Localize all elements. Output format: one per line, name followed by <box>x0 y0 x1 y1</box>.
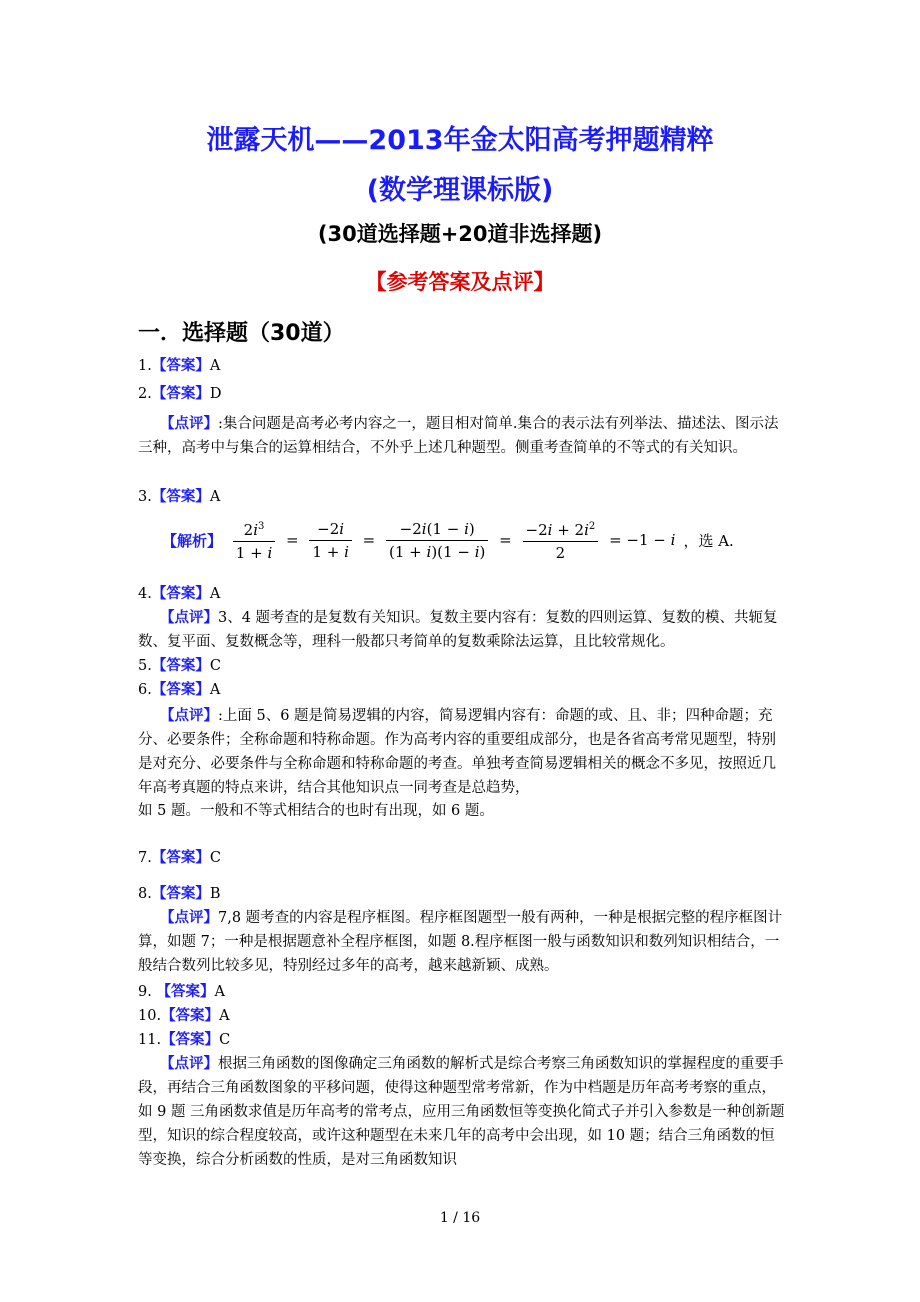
comment-text: :集合问题是高考必考内容之一，题目相对简单.集合的表示法有列举法、描述法、图示法三种，高考中与集合的运算相结合，不外乎上述几种题型。侧重考查简单的不等式的有关知识。 <box>138 416 779 456</box>
answer-value: C <box>219 1032 231 1048</box>
solution-tag: 【解析】 <box>162 531 223 550</box>
answer-value: A <box>209 586 221 602</box>
answer-number: 9. <box>138 984 152 1000</box>
answer-tag: 【答案】 <box>151 358 210 374</box>
answer-value: D <box>209 386 222 402</box>
document-title: 泄露天机——2013年金太阳高考押题精粹 <box>206 125 714 156</box>
comment-text: :上面 5、6 题是简易逻辑的内容，简易逻辑内容有：命题的或、且、非；四种命题；充分、必要条件；全称命题和特称命题。作为高考内容的重要组成部分，也是各省高考常见题型，特别是对充分、必要条件与全称命题和特称命题的考查。单独考查简易逻辑相关的概念不多见，按照近几年高考真题的特点来讲，结合其他知识点一同考查是总趋势， <box>138 708 776 796</box>
answer-value: C <box>209 850 221 866</box>
answer-number: 11. <box>138 1032 162 1048</box>
answer-value: A <box>209 489 221 505</box>
comment-text: 根据三角函数的图像确定三角函数的解析式是综合考察三角函数知识的掌握程度的重要手段，再结合三角函数图象的平移问题，使得这种题型常考常新，作为中档题是历年高考考察的重点，如 9 题 三角函数求值是历年高考的常考点，应用三角函数恒等变换化简式子并引入参数是一种创新题型，知识的综合程度较高，或许这种题型在未来几年的高考中会出现，如 10 题；结合三角函数的恒等变换，综合分析函数的性质，是对三角函数知识 <box>138 1056 785 1168</box>
comment-tag: 【点评】 <box>160 610 218 626</box>
answer-value: A <box>214 984 225 1000</box>
answer-tag: 【答案】 <box>151 489 210 505</box>
comment-tag: 【点评】 <box>160 416 218 432</box>
answer-number: 10. <box>138 1008 162 1024</box>
comment-11 <box>138 1052 785 1172</box>
answer-number: 5. <box>138 658 152 674</box>
answer-tag: 【答案】 <box>151 658 210 674</box>
comment-4 <box>138 606 785 654</box>
solution-formula: 【解析】 $\frac{2i^3}{1 + i}$ = $\frac{-2i}{1 + i}$ = $\frac{-2i(1 - i)}{(1 + i)(1 - i)}$ = $\frac{-2i + 2i^2}{2}$ = −1 − i ，选 A. <box>158 516 738 564</box>
answer-5 <box>138 656 221 676</box>
page-number: 1 / 16 <box>439 1210 481 1226</box>
answer-value: A <box>209 358 221 374</box>
answer-value: A <box>209 682 221 698</box>
answer-number: 7. <box>138 850 152 866</box>
fraction: $\frac{2i^3}{1 + i}$ <box>233 516 275 564</box>
fraction: $\frac{-2i + 2i^2}{2}$ <box>523 516 599 564</box>
section-heading: 一．选择题（30道） <box>138 321 345 346</box>
solution-tail: ，选 A. <box>683 531 734 550</box>
answer-tag: 【答案】 <box>151 386 210 402</box>
answer-value: A <box>219 1008 230 1024</box>
answer-tag: 【答案】 <box>151 850 210 866</box>
answer-tag: 【答案】 <box>151 586 210 602</box>
solution-3 <box>158 516 734 576</box>
fraction: $\frac{-2i(1 - i)}{(1 + i)(1 - i)}$ <box>386 518 488 563</box>
comment-tag: 【点评】 <box>160 708 218 724</box>
question-counts: (30道选择题+20道非选择题) <box>317 222 603 246</box>
comment-tag: 【点评】 <box>160 1056 218 1072</box>
fraction: $\frac{-2i}{1 + i}$ <box>309 518 351 563</box>
answer-number: 4. <box>138 586 152 602</box>
comment-8 <box>138 906 785 978</box>
comment-text: 3、4 题考查的是复数有关知识。复数主要内容有：复数的四则运算、复数的模、共轭复数、复平面、复数概念等，理科一般都只考简单的复数乘除法运算，且比较常规化。 <box>138 610 778 650</box>
answer-8 <box>138 884 221 904</box>
comment-2 <box>138 412 785 460</box>
answer-value: B <box>209 886 221 902</box>
answer-tag: 【答案】 <box>161 1032 220 1048</box>
answer-9 <box>138 982 225 1002</box>
answer-1 <box>138 356 220 376</box>
answer-7 <box>138 848 221 868</box>
document-subtitle: (数学理课标版) <box>366 175 554 206</box>
answer-number: 6. <box>138 682 152 698</box>
answer-number: 2. <box>138 386 152 402</box>
answer-value: C <box>209 658 221 674</box>
comment-6-cont: 如 5 题。一般和不等式相结合的也时有出现，如 6 题。 <box>138 803 494 819</box>
comment-text: 7,8 题考查的内容是程序框图。程序框图题型一般有两种，一种是根据完整的程序框图计算，如题 7；一种是根据题意补全程序框图，如题 8.程序框图一般与函数知识和数列知识相结合，一般结合数列比较多见，特别经过多年的高考，越来越新颖、成熟。 <box>138 910 783 974</box>
answer-10 <box>138 1006 230 1026</box>
comment-6 <box>138 704 785 800</box>
answer-number: 1. <box>138 358 152 374</box>
answer-number: 3. <box>138 489 152 505</box>
comment-tag: 【点评】 <box>160 910 218 926</box>
answer-4 <box>138 584 220 604</box>
answer-6 <box>138 680 220 700</box>
answer-number: 8. <box>138 886 152 902</box>
answer-tag: 【答案】 <box>151 886 210 902</box>
answer-3 <box>138 487 220 507</box>
answers-heading: 【参考答案及点评】 <box>365 270 555 294</box>
answer-tag: 【答案】 <box>161 1008 220 1024</box>
answer-2 <box>138 384 221 404</box>
answer-11 <box>138 1030 230 1050</box>
answer-tag: 【答案】 <box>156 984 215 1000</box>
answer-tag: 【答案】 <box>151 682 210 698</box>
